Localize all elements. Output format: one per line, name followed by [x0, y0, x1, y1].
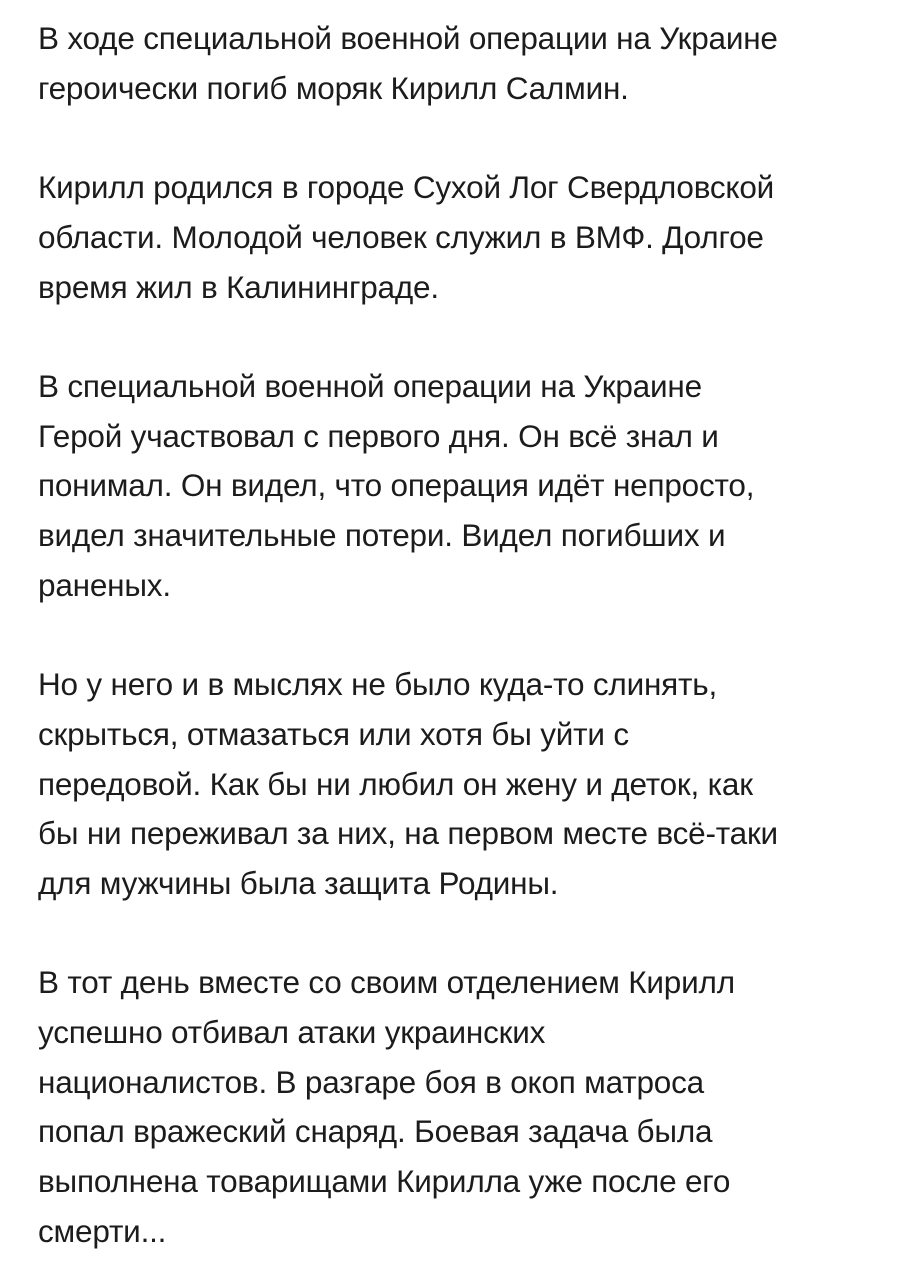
text-line: для мужчины была защита Родины.: [38, 864, 559, 901]
text-line: попал вражеский снаряд. Боевая задача была: [38, 1113, 713, 1150]
paragraph-4: [38, 660, 888, 909]
text-line: В ходе специальной военной операции на Украине: [38, 20, 778, 56]
text-line: В тот день вместе со своим отделением Кирилл: [38, 964, 735, 1001]
text-line: видел значительные потери. Видел погибших и: [38, 517, 726, 553]
text-line: выполнена товарищами Кирилла уже после его: [38, 1163, 731, 1200]
text-line: националистов. В разгаре боя в окоп матроса: [38, 1063, 704, 1100]
text-line: время жил в Калининграде.: [38, 268, 439, 305]
paragraph-5: [38, 958, 888, 1256]
text-line: бы ни переживал за них, на первом месте всё-таки: [38, 815, 778, 852]
text-line: Но у него и в мыслях не было куда-то слинять,: [38, 666, 718, 703]
text-line: передовой. Как бы ни любил он жену и деток, как: [38, 765, 753, 802]
paragraph-gap: [38, 312, 888, 362]
paragraph-1: [38, 14, 888, 113]
text-line: раненых.: [38, 566, 171, 603]
post-text: [38, 14, 888, 1257]
paragraph-2: [38, 163, 888, 312]
text-line: понимал. Он видел, что операция идёт непросто,: [38, 467, 755, 504]
paragraph-gap: [38, 909, 888, 959]
paragraph-gap: [38, 610, 888, 660]
text-line: области. Молодой человек служил в ВМФ. Долгое: [38, 218, 764, 255]
text-line: Кирилл родился в городе Сухой Лог Свердловской: [38, 169, 775, 206]
text-line: Герой участвовал с первого дня. Он всё знал и: [38, 417, 719, 454]
paragraph-gap: [38, 113, 888, 163]
text-line: успешно отбивал атаки украинских: [38, 1014, 546, 1050]
text-line: скрыться, отмазаться или хотя бы уйти с: [38, 715, 629, 752]
text-line: смерти...: [38, 1212, 167, 1249]
text-line: героически погиб моряк Кирилл Салмин.: [38, 69, 629, 106]
paragraph-3: [38, 362, 888, 611]
text-line: В специальной военной операции на Украине: [38, 367, 702, 404]
